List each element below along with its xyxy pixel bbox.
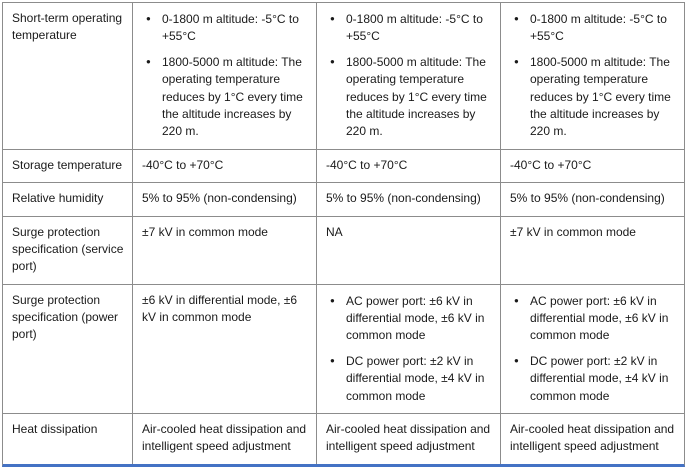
bullet-item [326, 293, 491, 345]
table-cell [317, 3, 501, 150]
table-cell [317, 150, 501, 183]
row-label: Surge protection specification (power port) [3, 285, 133, 414]
bullet-item [510, 54, 675, 141]
bullet-item [326, 54, 491, 141]
table-cell [317, 183, 501, 216]
table-cell [501, 3, 684, 150]
table-cell [133, 414, 317, 464]
row-label: Relative humidity [3, 183, 133, 216]
cell-text: -40°C to +70°C [326, 157, 408, 172]
table-cell [133, 3, 317, 150]
bullet-icon: ● [330, 355, 335, 365]
bullet-list [142, 10, 307, 141]
bullet-item [142, 11, 307, 46]
row-label: Surge protection specification (service port) [3, 217, 133, 285]
table-cell [501, 414, 684, 464]
bullet-icon: ● [514, 355, 519, 365]
bullet-icon: ● [146, 14, 151, 23]
bullet-icon: ● [330, 295, 335, 305]
cell-text: Air-cooled heat dissipation and intelligent speed adjustment [142, 422, 310, 454]
table-row [3, 414, 684, 464]
table-cell [317, 285, 501, 414]
cell-text: Air-cooled heat dissipation and intelligent speed adjustment [510, 422, 678, 454]
bullet-item [326, 353, 491, 405]
cell-text: 5% to 95% (non-condensing) [326, 191, 481, 206]
table-row [3, 285, 684, 414]
row-label: Heat dissipation [3, 414, 133, 464]
bullet-text: 0-1800 m altitude: -5°C to +55°C [530, 12, 667, 44]
table-cell [133, 217, 317, 285]
bullet-item [326, 11, 491, 46]
table-cell [133, 285, 317, 414]
table-cell [501, 183, 684, 216]
bullet-list [510, 10, 675, 141]
bullet-list [326, 292, 491, 405]
bullet-icon: ● [146, 56, 151, 66]
cell-text: ±7 kV in common mode [142, 224, 268, 239]
bullet-icon: ● [330, 14, 335, 23]
bullet-icon: ● [330, 56, 335, 66]
table-cell [317, 414, 501, 464]
table-cell [133, 183, 317, 216]
table-cell [317, 217, 501, 285]
row-label: Storage temperature [3, 150, 133, 183]
cell-text: 5% to 95% (non-condensing) [142, 191, 297, 206]
bullet-item [142, 54, 307, 141]
bullet-text: 0-1800 m altitude: -5°C to +55°C [346, 12, 483, 44]
cell-text: ±6 kV in differential mode, ±6 kV in common mode [142, 292, 301, 325]
cell-text: -40°C to +70°C [510, 157, 592, 172]
table-cell [501, 217, 684, 285]
table-cell [501, 285, 684, 414]
bullet-icon: ● [514, 295, 519, 305]
bullet-text: DC power port: ±2 kV in differential mode, ±4 kV in common mode [346, 353, 485, 403]
bullet-item [510, 293, 675, 345]
table-row [3, 217, 684, 285]
table-row [3, 183, 684, 216]
bullet-text: DC power port: ±2 kV in differential mode, ±4 kV in common mode [530, 353, 669, 403]
bullet-list [326, 10, 491, 141]
cell-text: -40°C to +70°C [142, 157, 224, 172]
cell-text: ±7 kV in common mode [510, 224, 636, 239]
cell-text: Air-cooled heat dissipation and intelligent speed adjustment [326, 422, 494, 454]
bullet-text: 0-1800 m altitude: -5°C to +55°C [162, 12, 299, 44]
bullet-item [510, 11, 675, 46]
bullet-text: AC power port: ±6 kV in differential mode, ±6 kV in common mode [530, 293, 669, 343]
table-row [3, 150, 684, 183]
spec-table [2, 2, 685, 467]
bullet-text: 1800-5000 m altitude: The operating temperature reduces by 1°C every time the altitude increases by 220 m. [530, 54, 671, 139]
table-row [3, 3, 684, 150]
bullet-icon: ● [514, 56, 519, 66]
table-cell [501, 150, 684, 183]
bullet-text: 1800-5000 m altitude: The operating temperature reduces by 1°C every time the altitude increases by 220 m. [162, 54, 303, 139]
bullet-item [510, 353, 675, 405]
row-label: Short-term operating temperature [3, 3, 133, 150]
cell-text: NA [326, 224, 343, 239]
cell-text: 5% to 95% (non-condensing) [510, 191, 665, 206]
bullet-list [510, 292, 675, 405]
bullet-text: 1800-5000 m altitude: The operating temperature reduces by 1°C every time the altitude increases by 220 m. [346, 54, 487, 139]
table-cell [133, 150, 317, 183]
bullet-icon: ● [514, 14, 519, 23]
bullet-text: AC power port: ±6 kV in differential mode, ±6 kV in common mode [346, 293, 485, 343]
